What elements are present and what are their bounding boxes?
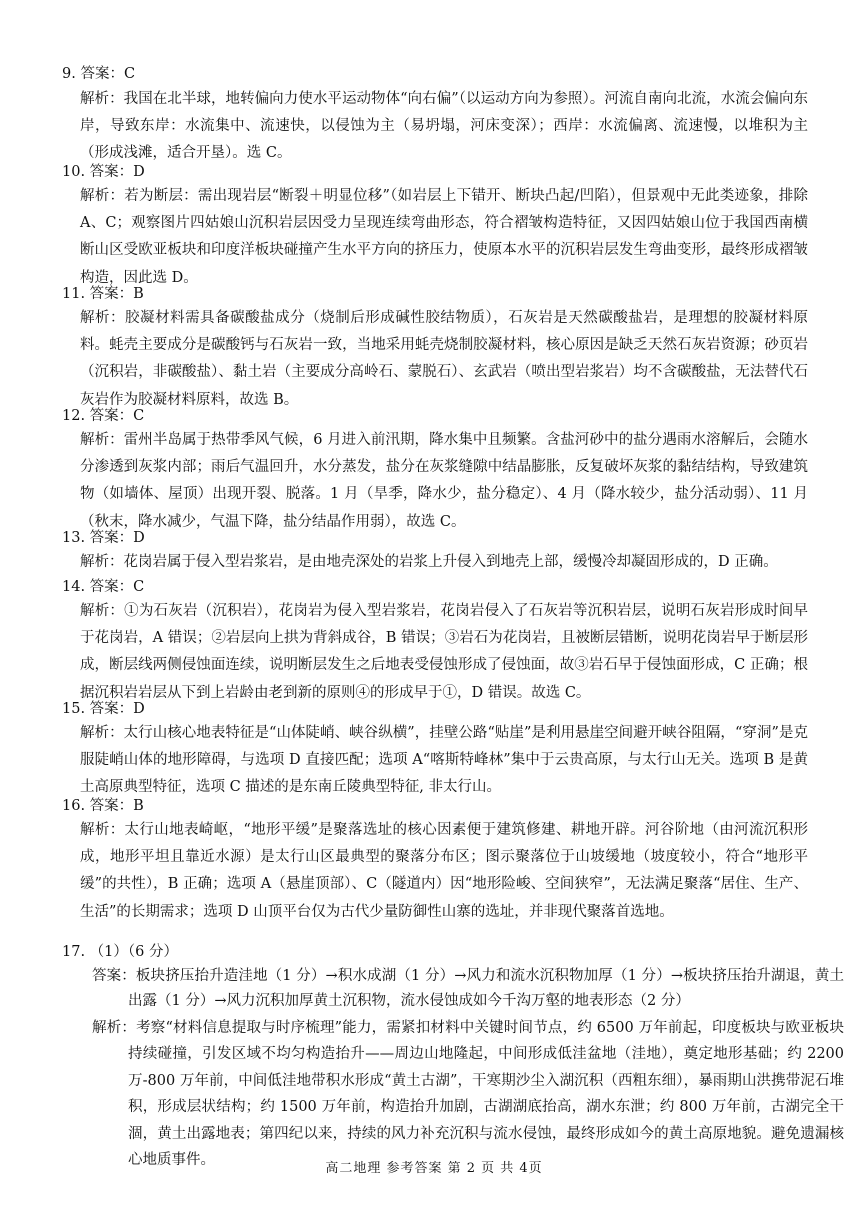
- q9-answer: 9. 答案：C: [62, 66, 136, 82]
- q11-explanation: 解析：胶凝材料需具备碳酸盐成分（烧制后形成碱性胶结物质），石灰岩是天然碳酸盐岩，是理想的胶凝材料原料。蚝壳主要成分是碳酸钙与石灰岩一致，当地采用蚝壳烧制胶凝材料，核心原因是缺乏天然石灰岩资源；砂页岩（沉积岩，非碳酸盐）、黏土岩（主要成分高岭石、蒙脱石）、玄武岩（喷出型岩浆岩）均不含碳酸盐，无法替代石灰岩作为胶凝材料原料，故选 B。: [80, 310, 808, 408]
- q16-explanation: 解析：太行山地表崎岖，“地形平缓”是聚落选址的核心因素便于建筑修建、耕地开辟。河谷阶地（由河流沉积形成，地形平坦且靠近水源）是太行山区最典型的聚落分布区；图示聚落位于山坡缓地（坡度较小，符合“地形平缓”的共性），B 正确；选项 A（悬崖顶部）、C（隧道内）因“地形险峻、空间狭窄”，无法满足聚落“居住、生产、生活”的长期需求；选项 D 山顶平台仅为古代少量防御性山寨的选址，并非现代聚落首选地。: [80, 822, 808, 920]
- q10-answer: 10. 答案：D: [62, 164, 145, 180]
- q13-answer: 13. 答案：D: [62, 530, 145, 546]
- q17-answer: 答案：板块挤压抬升造洼地（1 分）→积水成湖（1 分）→风力和流水沉积物加厚（1 分）→板块挤压抬升湖退，黄土出露（1 分）→风力沉积加厚黄土沉积物，流水侵蚀成如今千沟万壑的地表形态（2 分）: [92, 968, 844, 1009]
- page-footer: 高二地理 参考答案 第 2 页 共 4页: [325, 1161, 543, 1176]
- q17-explanation: 解析：考察“材料信息提取与时序梳理”能力，需紧扣材料中关键时间节点，约 6500 万年前起，印度板块与欧亚板块持续碰撞，引发区域不均匀构造抬升——周边山地隆起，中间形成低洼盆地（洼地），奠定地形基础；约 2200 万-800 万年前，中间低洼地带积水形成“黄土古湖”，干寒期沙尘入湖沉积（西粗东细），暴雨期山洪携带泥石堆积，形成层状结构；约 1500 万年前，构造抬升加剧，古湖湖底抬高，湖水东泄；约 800 万年前，古湖完全干涸，黄土出露地表；第四纪以来，持续的风力补充沉积与流水侵蚀，最终形成如今的黄土高原地貌。避免遗漏核心地质事件。: [92, 1020, 844, 1169]
- q15-answer: 15. 答案：D: [62, 701, 145, 717]
- q13-explanation: 解析：花岗岩属于侵入型岩浆岩，是由地壳深处的岩浆上升侵入到地壳上部，缓慢冷却凝固形成的，D 正确。: [80, 554, 778, 570]
- q17-heading: 17. （1）（6 分）: [62, 944, 178, 960]
- q12-explanation: 解析：雷州半岛属于热带季风气候，6 月进入前汛期，降水集中且频繁。含盐河砂中的盐分遇雨水溶解后，会随水分渗透到灰浆内部；雨后气温回升，水分蒸发，盐分在灰浆缝隙中结晶膨胀，反复破坏灰浆的黏结结构，导致建筑物（如墙体、屋顶）出现开裂、脱落。1 月（旱季，降水少，盐分稳定）、4 月（降水较少，盐分活动弱）、11 月（秋末，降水减少，气温下降，盐分结晶作用弱），故选 C。: [80, 432, 808, 530]
- q15-explanation: 解析：太行山核心地表特征是“山体陡峭、峡谷纵横”，挂壁公路“贴崖”是利用悬崖空间避开峡谷阻隔，“穿洞”是克服陡峭山体的地形障碍，与选项 D 直接匹配；选项 A“喀斯特峰林”集中于云贵高原，与太行山无关。选项 B 是黄土高原典型特征，选项 C 描述的是东南丘陵典型特征, 非太行山。: [80, 725, 808, 796]
- q11-answer: 11. 答案：B: [62, 286, 144, 302]
- q9-explanation: 解析：我国在北半球，地转偏向力使水平运动物体“向右偏”（以运动方向为参照）。河流自南向北流，水流会偏向东岸，导致东岸：水流集中、流速快，以侵蚀为主（易坍塌，河床变深）；西岸：水流偏离、流速慢，以堆积为主（形成浅滩，适合开垦）。选 C。: [80, 91, 808, 162]
- q14-answer: 14. 答案：C: [62, 579, 145, 595]
- q16-answer: 16. 答案：B: [62, 798, 144, 814]
- q12-answer: 12. 答案：C: [62, 408, 145, 424]
- q10-explanation: 解析：若为断层：需出现岩层“断裂＋明显位移”（如岩层上下错开、断块凸起/凹陷），但景观中无此类迹象，排除 A、C；观察图片四姑娘山沉积岩层因受力呈现连续弯曲形态，符合褶皱构造特征，又因四姑娘山位于我国西南横断山区受欧亚板块和印度洋板块碰撞产生水平方向的挤压力，使原本水平的沉积岩层发生弯曲变形，最终形成褶皱构造，因此选 D。: [80, 188, 808, 286]
- q14-explanation: 解析：①为石灰岩（沉积岩），花岗岩为侵入型岩浆岩，花岗岩侵入了石灰岩等沉积岩层，说明石灰岩形成时间早于花岗岩，A 错误；②岩层向上拱为背斜成谷，B 错误；③岩石为花岗岩，且被断层错断，说明花岗岩早于断层形成，断层线两侧侵蚀面连续，说明断层发生之后地表受侵蚀形成了侵蚀面，故③岩石早于侵蚀面形成，C 正确；根据沉积岩岩层从下到上岩龄由老到新的原则④的形成早于①，D 错误。故选 C。: [80, 603, 808, 701]
